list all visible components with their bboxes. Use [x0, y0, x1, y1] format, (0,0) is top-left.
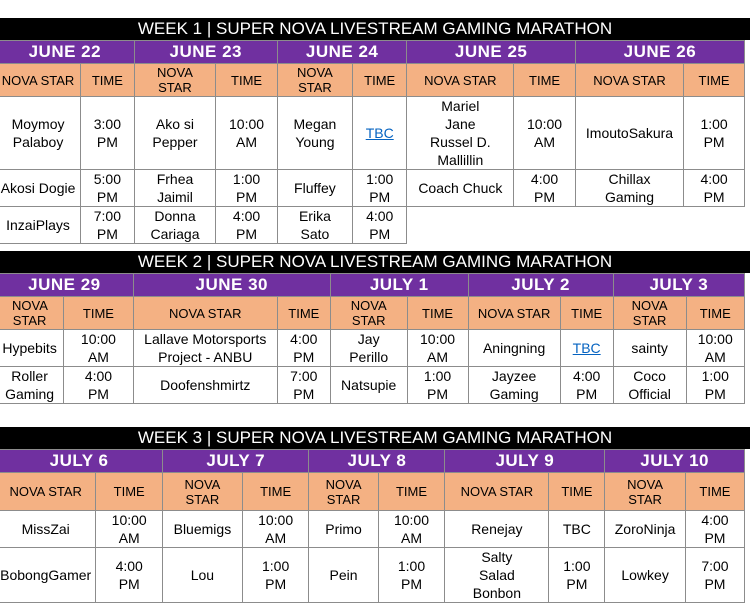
time-header: TIME: [514, 64, 576, 97]
time-header: TIME: [277, 297, 330, 330]
nova-star-cell: Ako si Pepper: [134, 97, 216, 170]
time-cell: TBC: [549, 511, 605, 548]
date-header: JUNE 24: [277, 41, 407, 64]
time-cell: 7:00 PM: [81, 207, 135, 244]
nova-star-cell: Hypebits: [0, 330, 64, 367]
nova-star-cell: Mariel Jane Russel D. Mallillin: [407, 97, 514, 170]
date-header: JULY 1: [330, 274, 468, 297]
time-header: TIME: [216, 64, 278, 97]
time-cell: 4:00 PM: [684, 170, 745, 207]
time-cell: 1:00 PM: [549, 548, 605, 603]
date-header: JULY 6: [0, 450, 163, 473]
time-cell: 4:00 PM: [685, 511, 744, 548]
time-cell: 1:00 PM: [686, 367, 745, 404]
time-cell: 10:00 AM: [407, 330, 468, 367]
nova-star-header: NOVA STAR: [309, 473, 378, 511]
empty-cell: [575, 207, 683, 244]
time-cell: 4:00 PM: [216, 207, 278, 244]
date-header: JUNE 30: [133, 274, 330, 297]
nova-star-cell: Lowkey: [605, 548, 686, 603]
schedule-table: [0, 449, 745, 603]
nova-star-cell: Coach Chuck: [407, 170, 514, 207]
nova-star-cell: Doofenshmirtz: [133, 367, 277, 404]
nova-star-cell: Akosi Dogie: [0, 170, 81, 207]
nova-star-header: NOVA STAR: [575, 64, 683, 97]
nova-star-cell: Donna Cariaga: [134, 207, 216, 244]
nova-star-cell: Chillax Gaming: [575, 170, 683, 207]
date-header: JUNE 25: [407, 41, 575, 64]
nova-star-header: NOVA STAR: [277, 64, 352, 97]
time-header: TIME: [407, 297, 468, 330]
time-header: TIME: [64, 297, 134, 330]
time-cell: 10:00 AM: [378, 511, 445, 548]
nova-star-header: NOVA STAR: [163, 473, 243, 511]
empty-cell: [684, 207, 745, 244]
nova-star-cell: Lou: [163, 548, 243, 603]
schedule-table: [0, 273, 745, 404]
date-header: JULY 2: [468, 274, 613, 297]
nova-star-header: NOVA STAR: [134, 64, 216, 97]
time-cell: 10:00 AM: [96, 511, 163, 548]
tbc-link[interactable]: TBC: [365, 125, 394, 141]
nova-star-cell: Erika Sato: [277, 207, 352, 244]
nova-star-header: NOVA STAR: [330, 297, 407, 330]
nova-star-cell: Megan Young: [277, 97, 352, 170]
time-cell: 1:00 PM: [242, 548, 309, 603]
date-header: JULY 8: [309, 450, 445, 473]
schedule-table: [0, 40, 745, 244]
time-cell: 1:00 PM: [407, 367, 468, 404]
time-cell-link[interactable]: [353, 97, 407, 170]
time-header: TIME: [353, 64, 407, 97]
nova-star-header: NOVA STAR: [0, 473, 96, 511]
week-3-schedule: [0, 427, 750, 601]
time-cell: 5:00 PM: [81, 170, 135, 207]
nova-star-cell: Coco Official: [613, 367, 686, 404]
time-header: TIME: [685, 473, 744, 511]
time-cell: 4:00 PM: [353, 207, 407, 244]
nova-star-header: NOVA STAR: [0, 297, 64, 330]
time-cell: 4:00 PM: [560, 367, 613, 404]
nova-star-header: NOVA STAR: [468, 297, 560, 330]
week-title: WEEK 2 | SUPER NOVA LIVESTREAM GAMING MARATHON: [0, 251, 750, 273]
nova-star-cell: Renejay: [445, 511, 549, 548]
time-cell: 4:00 PM: [96, 548, 163, 603]
time-cell: 7:00 PM: [685, 548, 744, 603]
nova-star-cell: BobongGamer: [0, 548, 96, 603]
nova-star-cell: ZoroNinja: [605, 511, 686, 548]
nova-star-cell: sainty: [613, 330, 686, 367]
date-header: JUNE 26: [575, 41, 744, 64]
time-cell: 1:00 PM: [378, 548, 445, 603]
time-cell: 10:00 AM: [64, 330, 134, 367]
week-title: WEEK 1 | SUPER NOVA LIVESTREAM GAMING MARATHON: [0, 18, 750, 40]
empty-cell: [514, 207, 576, 244]
time-cell: 4:00 PM: [64, 367, 134, 404]
nova-star-cell: Lallave Motorsports Project - ANBU: [133, 330, 277, 367]
nova-star-cell: Natsupie: [330, 367, 407, 404]
date-header: JULY 7: [163, 450, 309, 473]
date-header: JULY 9: [445, 450, 605, 473]
nova-star-header: NOVA STAR: [605, 473, 686, 511]
time-cell: 4:00 PM: [277, 330, 330, 367]
nova-star-cell: InzaiPlays: [0, 207, 81, 244]
nova-star-header: NOVA STAR: [445, 473, 549, 511]
time-header: TIME: [81, 64, 135, 97]
nova-star-header: NOVA STAR: [407, 64, 514, 97]
nova-star-cell: Moymoy Palaboy: [0, 97, 81, 170]
empty-cell: [407, 207, 514, 244]
nova-star-cell: Pein: [309, 548, 378, 603]
nova-star-cell: Roller Gaming: [0, 367, 64, 404]
time-cell: 1:00 PM: [216, 170, 278, 207]
tbc-link[interactable]: TBC: [572, 340, 601, 356]
time-cell: 4:00 PM: [514, 170, 576, 207]
nova-star-header: NOVA STAR: [0, 64, 81, 97]
nova-star-cell: Fluffey: [277, 170, 352, 207]
nova-star-cell: Primo: [309, 511, 378, 548]
nova-star-cell: Jayzee Gaming: [468, 367, 560, 404]
nova-star-header: NOVA STAR: [613, 297, 686, 330]
date-header: JUNE 22: [0, 41, 134, 64]
date-header: JUNE 29: [0, 274, 133, 297]
time-header: TIME: [242, 473, 309, 511]
time-cell: 3:00 PM: [81, 97, 135, 170]
date-header: JULY 3: [613, 274, 744, 297]
week-2-schedule: [0, 251, 750, 403]
nova-star-header: NOVA STAR: [133, 297, 277, 330]
time-header: TIME: [96, 473, 163, 511]
week-1-schedule: [0, 18, 750, 242]
time-header: TIME: [686, 297, 745, 330]
nova-star-cell: Bluemigs: [163, 511, 243, 548]
time-cell-link[interactable]: [560, 330, 613, 367]
nova-star-cell: MissZai: [0, 511, 96, 548]
nova-star-cell: Aningning: [468, 330, 560, 367]
time-cell: 1:00 PM: [353, 170, 407, 207]
time-cell: 10:00 AM: [514, 97, 576, 170]
time-header: TIME: [378, 473, 445, 511]
time-cell: 7:00 PM: [277, 367, 330, 404]
nova-star-cell: ImoutoSakura: [575, 97, 683, 170]
nova-star-cell: Salty Salad Bonbon: [445, 548, 549, 603]
date-header: JUNE 23: [134, 41, 277, 64]
time-header: TIME: [560, 297, 613, 330]
time-cell: 10:00 AM: [242, 511, 309, 548]
nova-star-cell: Frhea Jaimil: [134, 170, 216, 207]
time-cell: 10:00 AM: [216, 97, 278, 170]
nova-star-cell: Jay Perillo: [330, 330, 407, 367]
time-cell: 10:00 AM: [686, 330, 745, 367]
date-header: JULY 10: [605, 450, 745, 473]
time-cell: 1:00 PM: [684, 97, 745, 170]
time-header: TIME: [549, 473, 605, 511]
week-title: WEEK 3 | SUPER NOVA LIVESTREAM GAMING MARATHON: [0, 427, 750, 449]
time-header: TIME: [684, 64, 745, 97]
